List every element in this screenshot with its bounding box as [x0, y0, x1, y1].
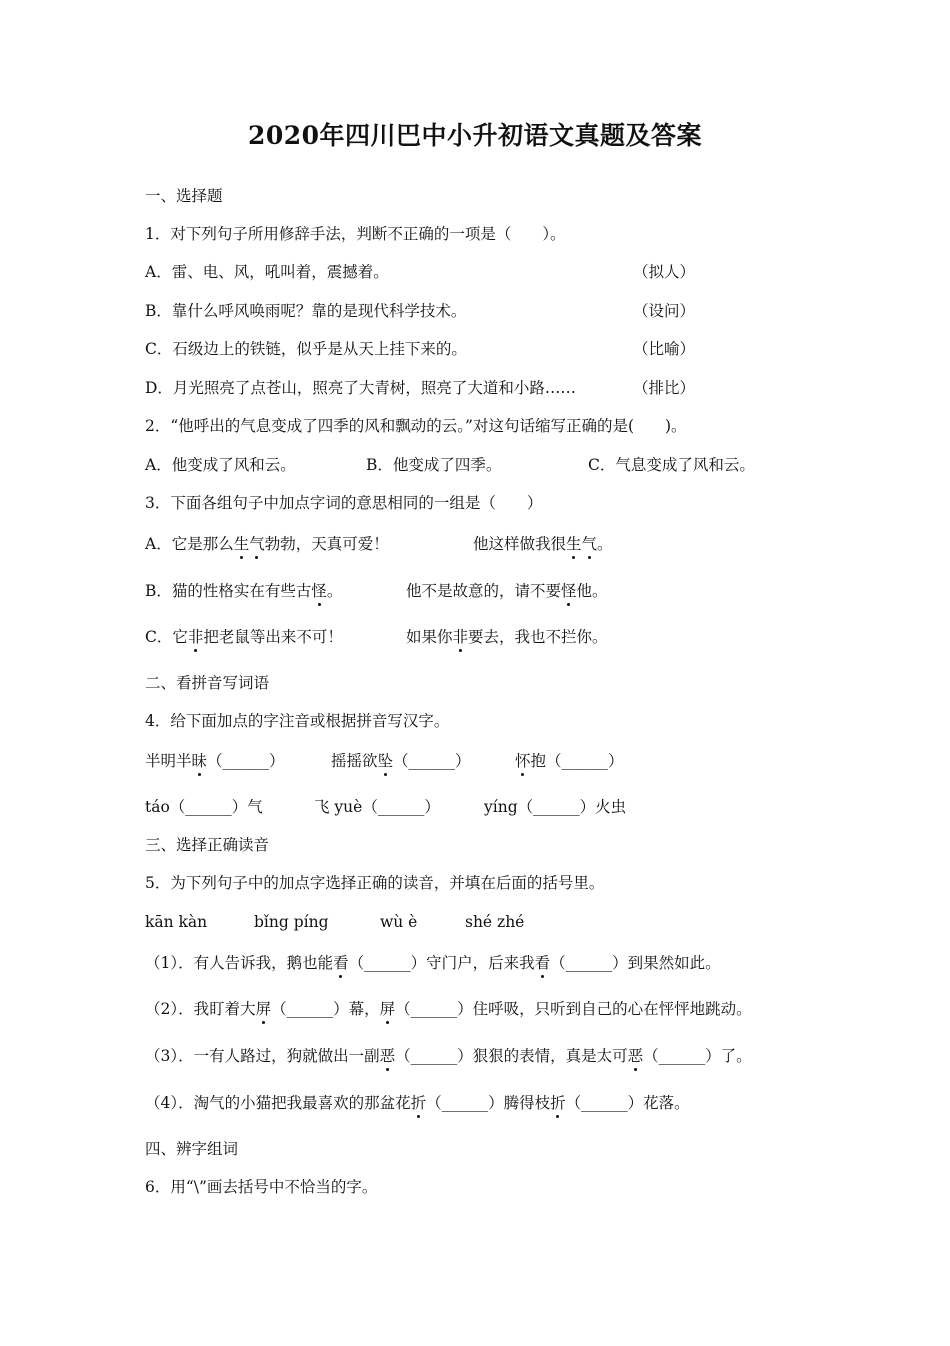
q4-item-5[interactable]: 飞 yuè（______）: [314, 798, 440, 816]
text: 勃勃，天真可爱！: [264, 535, 389, 553]
text: 摇摇欲: [331, 752, 378, 770]
q2-option-c: C．气息变成了风和云。: [588, 456, 755, 474]
q2-option-a: A．他变成了风和云。: [145, 456, 296, 474]
q3-option-c-sentence-1: [145, 627, 343, 647]
text: 他。: [576, 582, 608, 600]
text: 如果你: [406, 628, 453, 646]
q1-option-b: B．靠什么呼风唤雨呢？靠的是现代科学技术。: [145, 302, 467, 320]
answer-blank[interactable]: （______）: [393, 752, 471, 770]
text: B．猫的性格实在有些古: [145, 582, 312, 600]
dotted-char: 恶: [627, 1047, 644, 1065]
dotted-char: 非: [187, 628, 204, 646]
answer-blank[interactable]: 抱（______）: [530, 752, 624, 770]
dotted-char: 生: [566, 535, 582, 553]
q5-item-1: [145, 953, 721, 973]
q5-item-2: [145, 999, 752, 1019]
question-5-stem: 5．为下列句子中的加点字选择正确的读音，并填在后面的括号里。: [145, 874, 605, 892]
text: C．它: [145, 628, 188, 646]
text: 他这样做我很: [473, 535, 567, 553]
q5-item-4: [145, 1093, 690, 1113]
answer-blank[interactable]: （______）了。: [643, 1047, 752, 1065]
q1-option-b-tag: （设问）: [633, 302, 696, 320]
section-heading-pronunciation: 三、选择正确读音: [145, 836, 270, 854]
text: （2）．我盯着大: [145, 1000, 256, 1018]
dotted-char: 折: [550, 1094, 566, 1112]
q3-option-c-sentence-2: [406, 627, 608, 647]
q1-option-d-tag: （排比）: [633, 379, 696, 397]
dotted-char: 气: [581, 535, 598, 553]
dotted-char: 坠: [377, 752, 394, 770]
pinyin-pair-3: wù è: [380, 913, 418, 931]
text: 。: [597, 535, 613, 553]
document-title: 2020年四川巴中小升初语文真题及答案: [247, 121, 703, 150]
text: （4）．淘气的小猫把我最喜欢的那盆花: [145, 1094, 411, 1112]
q4-item-2: [331, 751, 471, 771]
q3-option-a-sentence-1: [145, 534, 389, 554]
q1-option-d: D．月光照亮了点苍山，照亮了大青树，照亮了大道和小路……: [145, 379, 576, 397]
q1-option-a: A．雷、电、风，吼叫着，震撼着。: [145, 263, 389, 281]
question-3-stem: 3．下面各组句子中加点字词的意思相同的一组是（ ）: [145, 494, 543, 512]
text: 半明半: [145, 752, 192, 770]
answer-blank[interactable]: （______）狠狠的表情，真是太可: [395, 1047, 628, 1065]
answer-blank[interactable]: （______）守门户，后来我: [348, 954, 535, 972]
question-1-stem: 1．对下列句子所用修辞手法，判断不正确的一项是（ ）。: [145, 225, 566, 243]
dotted-char: 非: [452, 628, 469, 646]
answer-blank[interactable]: （______）幕，: [271, 1000, 380, 1018]
question-6-stem: 6．用“\”画去括号中不恰当的字。: [145, 1178, 378, 1196]
answer-blank[interactable]: （______）到果然如此。: [550, 954, 721, 972]
pinyin-pair-4: shé zhé: [465, 913, 525, 931]
dotted-char: 气: [249, 535, 265, 553]
pinyin-pair-1: kān kàn: [145, 913, 208, 931]
q4-item-6[interactable]: yíng（______）火虫: [484, 798, 627, 816]
dotted-char: 折: [410, 1094, 427, 1112]
answer-blank[interactable]: （______）: [207, 752, 285, 770]
pinyin-pair-2: bǐng píng: [254, 913, 329, 931]
q1-option-a-tag: （拟人）: [633, 263, 696, 281]
text: 要去，我也不拦你。: [468, 628, 608, 646]
answer-blank[interactable]: （______）腾得枝: [426, 1094, 551, 1112]
dotted-char: 怪: [561, 582, 577, 600]
text: （1）．有人告诉我，鹅也能: [145, 954, 334, 972]
section-heading-choice: 一、选择题: [145, 187, 223, 205]
dotted-char: 怀: [515, 752, 531, 770]
dotted-char: 屏: [379, 1000, 396, 1018]
q1-option-c-tag: （比喻）: [633, 340, 696, 358]
q4-item-4[interactable]: táo（______）气: [145, 798, 263, 816]
answer-blank[interactable]: （______）住呼吸，只听到自己的心在怦怦地跳动。: [395, 1000, 752, 1018]
q5-item-3: [145, 1046, 752, 1066]
text: A．它是那么: [145, 535, 234, 553]
dotted-char: 昧: [191, 752, 208, 770]
text: 。: [326, 582, 343, 600]
q4-item-1: [145, 751, 285, 771]
section-heading-characters: 四、辨字组词: [145, 1140, 239, 1158]
q1-option-c: C．石级边上的铁链，似乎是从天上挂下来的。: [145, 340, 467, 358]
q3-option-a-sentence-2: [473, 534, 613, 554]
q3-option-b-sentence-2: [406, 581, 608, 601]
dotted-char: 看: [333, 954, 349, 972]
dotted-char: 屏: [255, 1000, 272, 1018]
q4-item-3: [515, 751, 624, 771]
dotted-char: 生: [233, 535, 250, 553]
answer-blank[interactable]: （______）花落。: [565, 1094, 690, 1112]
text: 他不是故意的，请不要: [406, 582, 562, 600]
dotted-char: 恶: [379, 1047, 396, 1065]
question-2-stem: 2．“他呼出的气息变成了四季的风和飘动的云。”对这句话缩写正确的是( )。: [145, 417, 687, 435]
dotted-char: 看: [534, 954, 551, 972]
q2-option-b: B．他变成了四季。: [366, 456, 502, 474]
text: （3）．一有人路过，狗就做出一副: [145, 1047, 380, 1065]
dotted-char: 怪: [311, 582, 327, 600]
section-heading-pinyin: 二、看拼音写词语: [145, 674, 270, 692]
question-4-stem: 4．给下面加点的字注音或根据拼音写汉字。: [145, 712, 450, 730]
text: 把老鼠等出来不可！: [203, 628, 343, 646]
q3-option-b-sentence-1: [145, 581, 342, 601]
